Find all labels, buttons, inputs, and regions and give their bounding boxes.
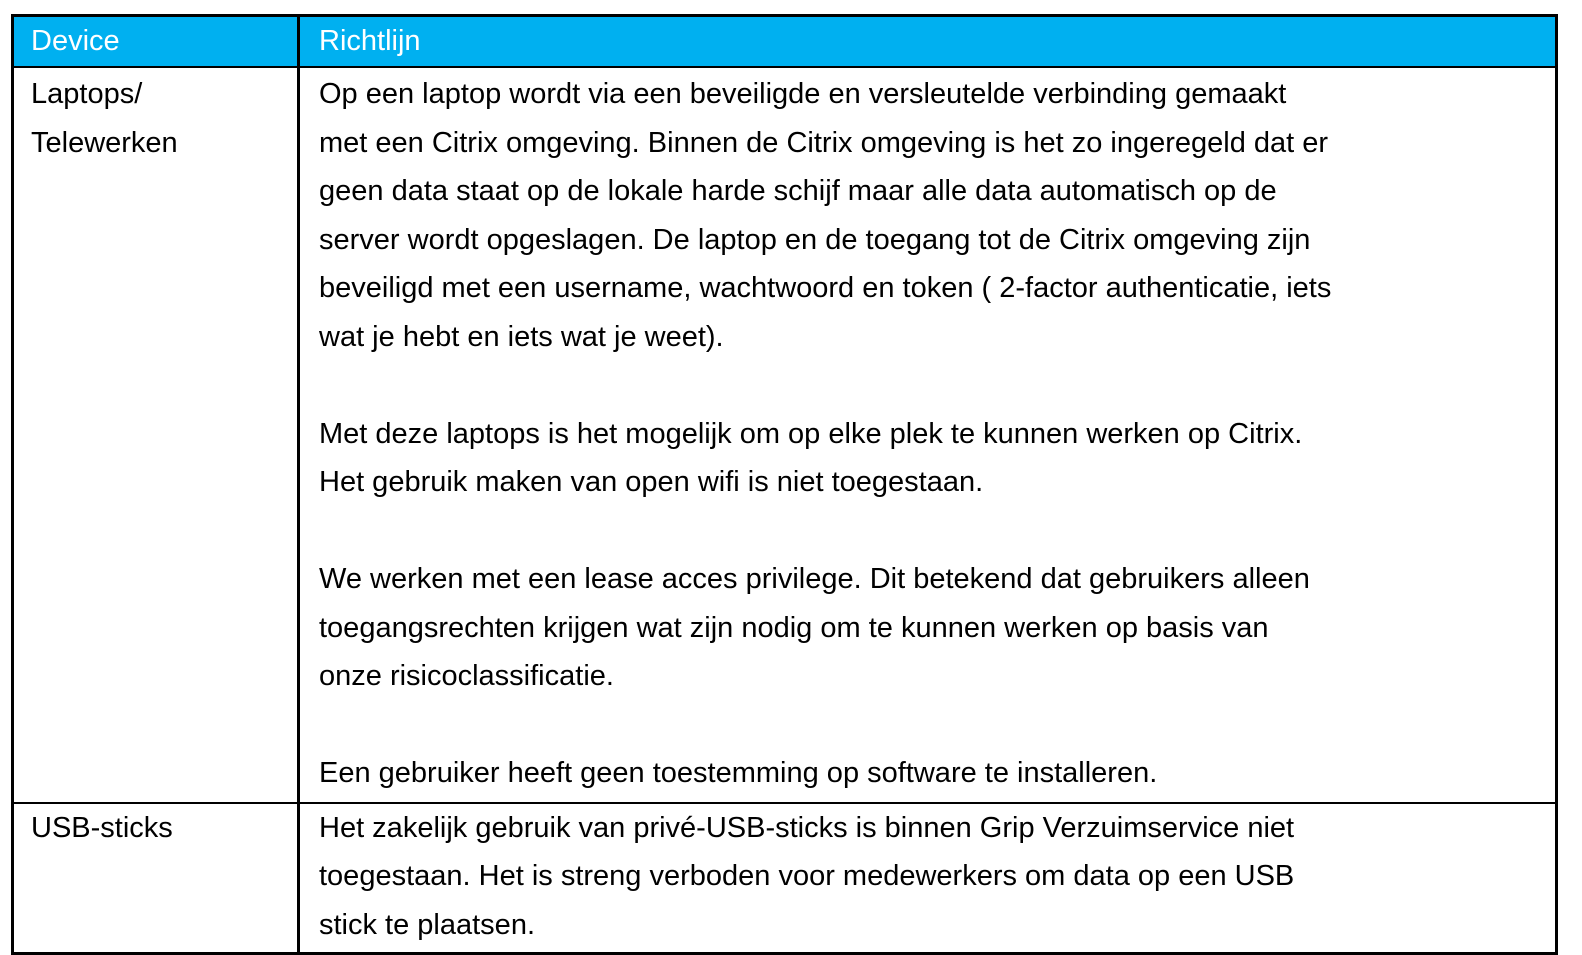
table-row <box>14 66 1555 802</box>
rule-paragraph: Op een laptop wordt via een beveiligde en versleutelde verbinding gemaakt met een Citrix omgeving. Binnen de Citrix omgeving is het zo ingeregeld dat er geen data staat op de lokale harde schijf maar alle data automatisch op de server wordt opgeslagen. De laptop en de toegang tot de Citrix omgeving zijn beveiligd met een username, wachtwoord en token ( 2-factor authenticatie, iets wat je hebt en iets wat je weet). <box>319 78 1332 353</box>
device-cell-usb: USB-sticks <box>14 804 300 953</box>
rule-cell-usb <box>300 804 1555 953</box>
device-policy-table <box>11 14 1558 955</box>
rule-paragraph: We werken met een lease acces privilege. Dit betekend dat gebruikers alleen toegangsrechten krijgen wat zijn nodig om te kunnen werken op basis van onze risicoclassificatie. <box>319 563 1310 692</box>
device-cell-laptops: Laptops/ Telewerken <box>14 68 300 802</box>
rule-paragraph: Het zakelijk gebruik van privé-USB-sticks is binnen Grip Verzuimservice niet toegestaan. Het is streng verboden voor medewerkers om data op een USB stick te plaatsen. <box>319 811 1295 941</box>
header-device: Device <box>14 17 300 66</box>
rule-cell-laptops <box>300 68 1555 802</box>
table-row <box>14 802 1555 953</box>
header-richtlijn: Richtlijn <box>319 25 421 57</box>
rule-paragraph: Met deze laptops is het mogelijk om op elke plek te kunnen werken op Citrix. Het gebruik maken van open wifi is niet toegestaan. <box>319 417 1303 498</box>
rule-paragraph: Een gebruiker heeft geen toestemming op software te installeren. <box>319 757 1158 789</box>
table-header-row <box>14 17 1555 66</box>
